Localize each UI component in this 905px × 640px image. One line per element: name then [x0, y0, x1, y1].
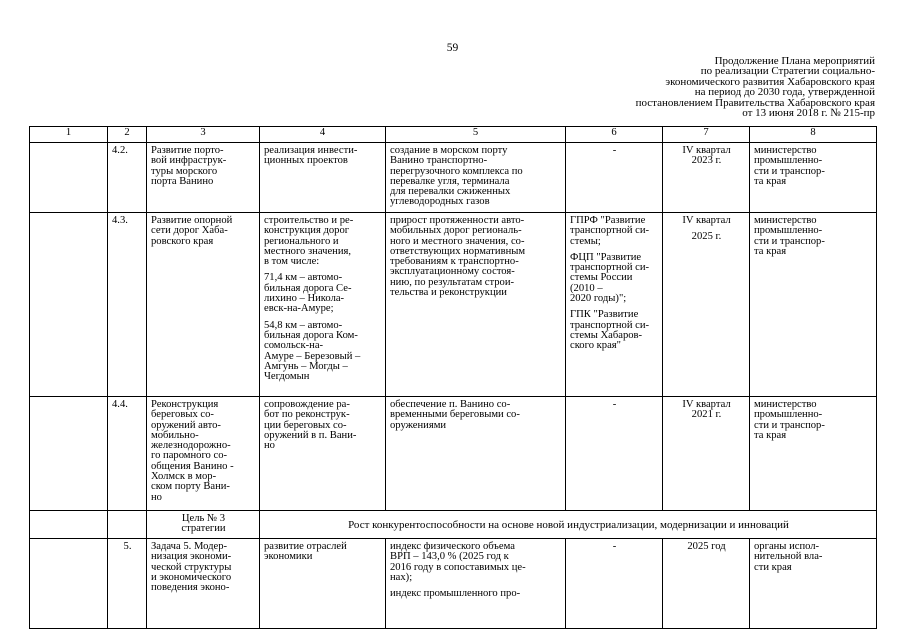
measure-name: Развитие порто- вой инфраструк- туры морского порта Ванино: [147, 143, 260, 213]
measure-mechanism: реализация инвести- ционных проектов: [260, 143, 386, 213]
program-paragraph: ГПРФ "Развитие транспортной си- стемы;: [570, 215, 650, 247]
measure-name: Развитие опорной сети дорог Хаба- ровского края: [147, 213, 260, 397]
page-number: 59: [446, 42, 459, 54]
task-result: [386, 539, 566, 629]
goal-text: Рост конкурентоспособности на основе новой индустриализации, модернизации и инноваций: [260, 511, 877, 539]
task-executor: органы испол- нительной вла- сти края: [750, 539, 877, 629]
header-line: от 13 июня 2018 г. № 215-пр: [742, 107, 875, 120]
header-line: экономического развития Хабаровского края: [665, 75, 875, 88]
blank-cell: [30, 397, 108, 511]
column-number: 1: [30, 127, 108, 143]
measure-program: -: [566, 143, 663, 213]
task-name: Задача 5. Модер- низация экономи- ческой структуры и экономического поведения эконо-: [147, 539, 260, 629]
mechanism-paragraph: 54,8 км – автомо- бильная дорога Ком- сомольск-на- Амуре – Березовый – Амгунь – Могды – Чегдомын: [264, 319, 361, 383]
column-number: 5: [386, 127, 566, 143]
measure-deadline: IV квартал 2023 г.: [663, 143, 750, 213]
column-number: 4: [260, 127, 386, 143]
blank-cell: [108, 511, 147, 539]
table-row: [30, 397, 877, 511]
column-number: 8: [750, 127, 877, 143]
document-header: [560, 56, 875, 118]
mechanism-paragraph: 71,4 км – автомо- бильная дорога Се- лихино – Никола- евск-на-Амуре;: [264, 272, 352, 315]
column-number: 3: [147, 127, 260, 143]
result-paragraph: индекс физического объема ВРП – 143,0 % (2025 год к 2016 году в сопоставимых це- нах);: [390, 541, 526, 583]
measure-deadline: IV квартал 2021 г.: [663, 397, 750, 511]
item-number: 5.: [108, 539, 147, 629]
program-paragraph: ФЦП "Развитие транспортной си- стемы России (2010 – 2020 годы)";: [570, 251, 650, 305]
goal-row: [30, 511, 877, 539]
header-line: Продолжение Плана мероприятий: [714, 55, 875, 67]
measure-mechanism: [260, 213, 386, 397]
measure-executor: министерство промышленно- сти и транспор- та края: [750, 213, 877, 397]
blank-cell: [30, 213, 108, 397]
measure-result: обеспечение п. Ванино со- временными береговыми со- оружениями: [386, 397, 566, 511]
task-deadline: 2025 год: [663, 539, 750, 629]
column-numbers-row: [30, 127, 877, 143]
item-number: 4.2.: [108, 143, 147, 213]
item-number: 4.4.: [108, 397, 147, 511]
measure-name: Реконструкция береговых со- оружений авто- мобильно- железнодорожно- го паромного со- общения Ванино - Холмск в мор- ском порту Вани- но: [147, 397, 260, 511]
measure-result: прирост протяженности авто- мобильных дорог региональ- ного и местного значения, со- ответствующих нормативным требованиям к транспортно- эксплуатационному состоя- нию, по результатам строи- тельства и реконструкции: [386, 213, 566, 397]
item-number: 4.3.: [108, 213, 147, 397]
table-row: [30, 143, 877, 213]
deadline-line: 2025 г.: [691, 231, 722, 243]
measure-executor: министерство промышленно- сти и транспор- та края: [750, 397, 877, 511]
blank-cell: [30, 511, 108, 539]
column-number: 2: [108, 127, 147, 143]
blank-cell: [30, 143, 108, 213]
result-paragraph: индекс промышленного про-: [390, 588, 521, 600]
task-program: -: [566, 539, 663, 629]
blank-cell: [30, 539, 108, 629]
measure-result: создание в морском порту Ванино транспортно- перегрузочного комплекса по перевалке угля, терминала для перевалки сжиженных углеводородных газов: [386, 143, 566, 213]
column-number: 7: [663, 127, 750, 143]
measure-mechanism: сопровождение ра- бот по реконструк- ции береговых со- оружений в п. Вани- но: [260, 397, 386, 511]
measure-executor: министерство промышленно- сти и транспор- та края: [750, 143, 877, 213]
task-mechanism: развитие отраслей экономики: [260, 539, 386, 629]
measure-deadline: [663, 213, 750, 397]
measure-program: [566, 213, 663, 397]
column-number: 6: [566, 127, 663, 143]
measure-program: -: [566, 397, 663, 511]
header-line: по реализации Стратегии социально-: [700, 65, 875, 78]
table-row: [30, 213, 877, 397]
table-row: [30, 539, 877, 629]
mechanism-paragraph: строительство и ре- конструкция дорог регионального и местного значения, в том числе:: [264, 215, 354, 268]
deadline-line: IV квартал: [682, 215, 731, 226]
measures-table: [29, 126, 877, 629]
goal-label: Цель № 3 стратегии: [147, 511, 260, 539]
program-paragraph: ГПК "Развитие транспортной си- стемы Хабаров- ского края": [570, 309, 650, 352]
header-line: постановлением Правительства Хабаровского края: [635, 96, 875, 109]
header-line: на период до 2030 года, утвержденной: [694, 86, 875, 99]
